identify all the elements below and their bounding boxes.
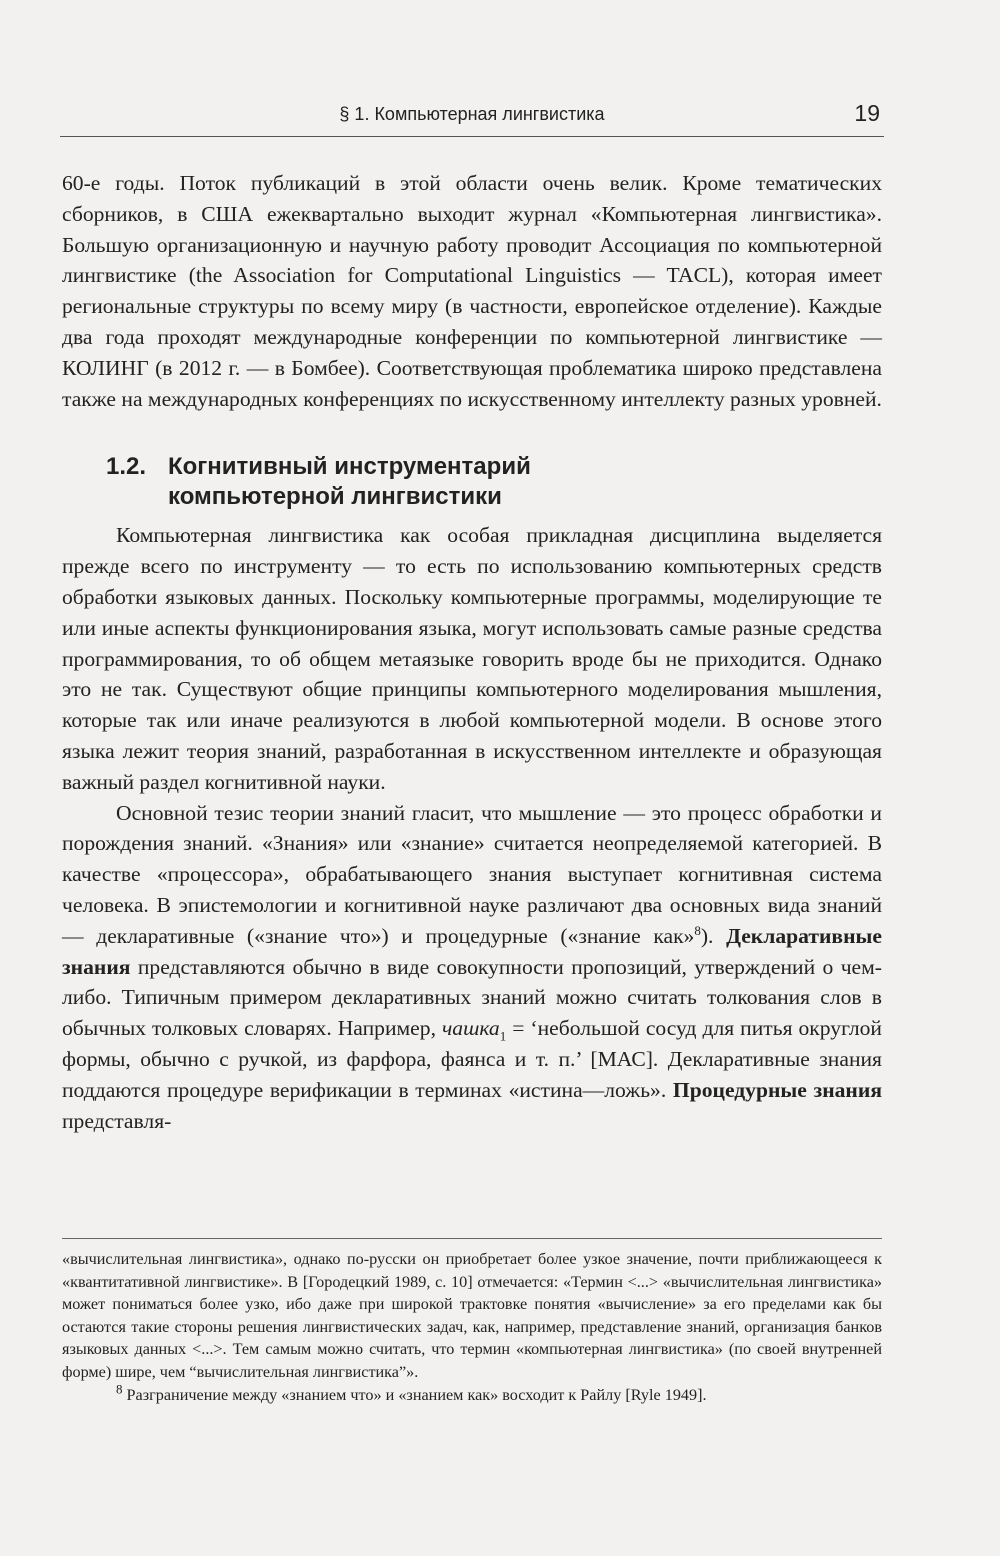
section-number: 1.2. <box>106 453 147 481</box>
p3-text-a: Основной тезис теории знаний гласит, что мышление — это процесс обработки и порождения знаний. «Знания» или «знание» считается неопределяемой категорией. В качестве «процессора», обрабатывающего знания выступает когнитивная система человека. В эпистемологии и когнитивной науке различают два основных вида знаний — декларативные («знание что») и процедурные («знание как» <box>62 800 882 948</box>
p3-text-d: = ‘небольшой сосуд для питья округлой формы, обычно с ручкой, из фарфора, фаянса и т. п.’ [МАС]. Декларативные знания поддаются процедуре верификации в терминах «истина—ложь». <box>62 1016 882 1102</box>
paragraph-3 <box>62 798 882 1137</box>
footnote-8 <box>62 1381 882 1407</box>
footnote-ref-8: 8 <box>694 922 701 938</box>
running-title: § 1. Компьютерная лингвистика <box>339 104 605 124</box>
footnote-continued: «вычислительная лингвистика», однако по-русски он приобретает более узкое значение, почти приближающееся к «квантитативной лингвистике». В [Городецкий 1989, с. 10] отмечается: «Термин <...> «вычислительная лингвистика» может пониматься более узко, ибо даже при широкой трактовке понятия «вычисление» за его пределами как бы остаются такие стороны решения лингвистических задач, как, например, представление знаний, организация банков языковых данных <...>. Тем самым можно считать, что термин «компьютерная лингвистика» (по своей внутренней форме) шире, чем “вычислительная лингвистика”». <box>62 1250 882 1381</box>
p3-text-b: ). <box>700 923 727 948</box>
paragraph-2: Компьютерная лингвистика как особая прикладная дисциплина выделяется прежде всего по инструменту — то есть по использованию компьютерных средств обработки языковых данных. Поскольку компьютерные программы, моделирующие те или иные аспекты функционирования языка, могут использовать самые разные средства программирования, то об общем метаязыке говорить вроде бы не приходится. Однако это не так. Существуют общие принципы компьютерного моделирования мышления, которые так или иначе реализуются в любой компьютерной модели. В основе этого языка лежит теория знаний, разработанная в искусственном интеллекте и образующая важный раздел когнитивной науки. <box>62 523 882 794</box>
section-heading <box>106 452 882 512</box>
footnotes <box>62 1248 882 1406</box>
running-header <box>60 100 884 138</box>
term-declarative: Декларативные знания <box>62 923 882 979</box>
section-title-line2: компьютерной лингвистики <box>168 483 502 511</box>
footnote-8-text: Разграничение между «знанием что» и «знанием как» восходит к Райлу [Ryle 1949]. <box>122 1385 707 1404</box>
footnote-8-mark: 8 <box>116 1381 123 1397</box>
p3-text-c: представляются обычно в виде совокупности пропозиций, утверждений о чем-либо. Типичным примером декларативных знаний можно считать толкования слов в обычных толковых словарях. Например, <box>62 954 882 1041</box>
example-subscript: 1 <box>499 1028 507 1044</box>
term-procedural: Процедурные знания <box>672 1077 882 1102</box>
paragraph-1: 60-е годы. Поток публикаций в этой области очень велик. Кроме тематических сборников, в США ежеквартально выходит журнал «Компьютерная лингвистика». Большую организационную и научную работу проводит Ассоциация по компьютерной лингвистике (the Association for Computational Linguistics — TACL), которая имеет региональные структуры по всему миру (в частности, европейское отделение). Каждые два года проходят международные конференции по компьютерной лингвистике — КОЛИНГ (в 2012 г. — в Бомбее). Соответствующая проблематика широко представлена также на международных конференциях по искусственному интеллекту разных уровней. <box>62 171 882 411</box>
footnote-rule <box>62 1238 882 1239</box>
example-word: чашка <box>441 1016 500 1041</box>
header-rule <box>60 136 884 137</box>
p3-text-e: представля- <box>62 1108 172 1133</box>
main-text <box>62 168 882 1136</box>
page-number: 19 <box>854 100 880 126</box>
section-title-line1: Когнитивный инструментарий <box>168 453 531 481</box>
